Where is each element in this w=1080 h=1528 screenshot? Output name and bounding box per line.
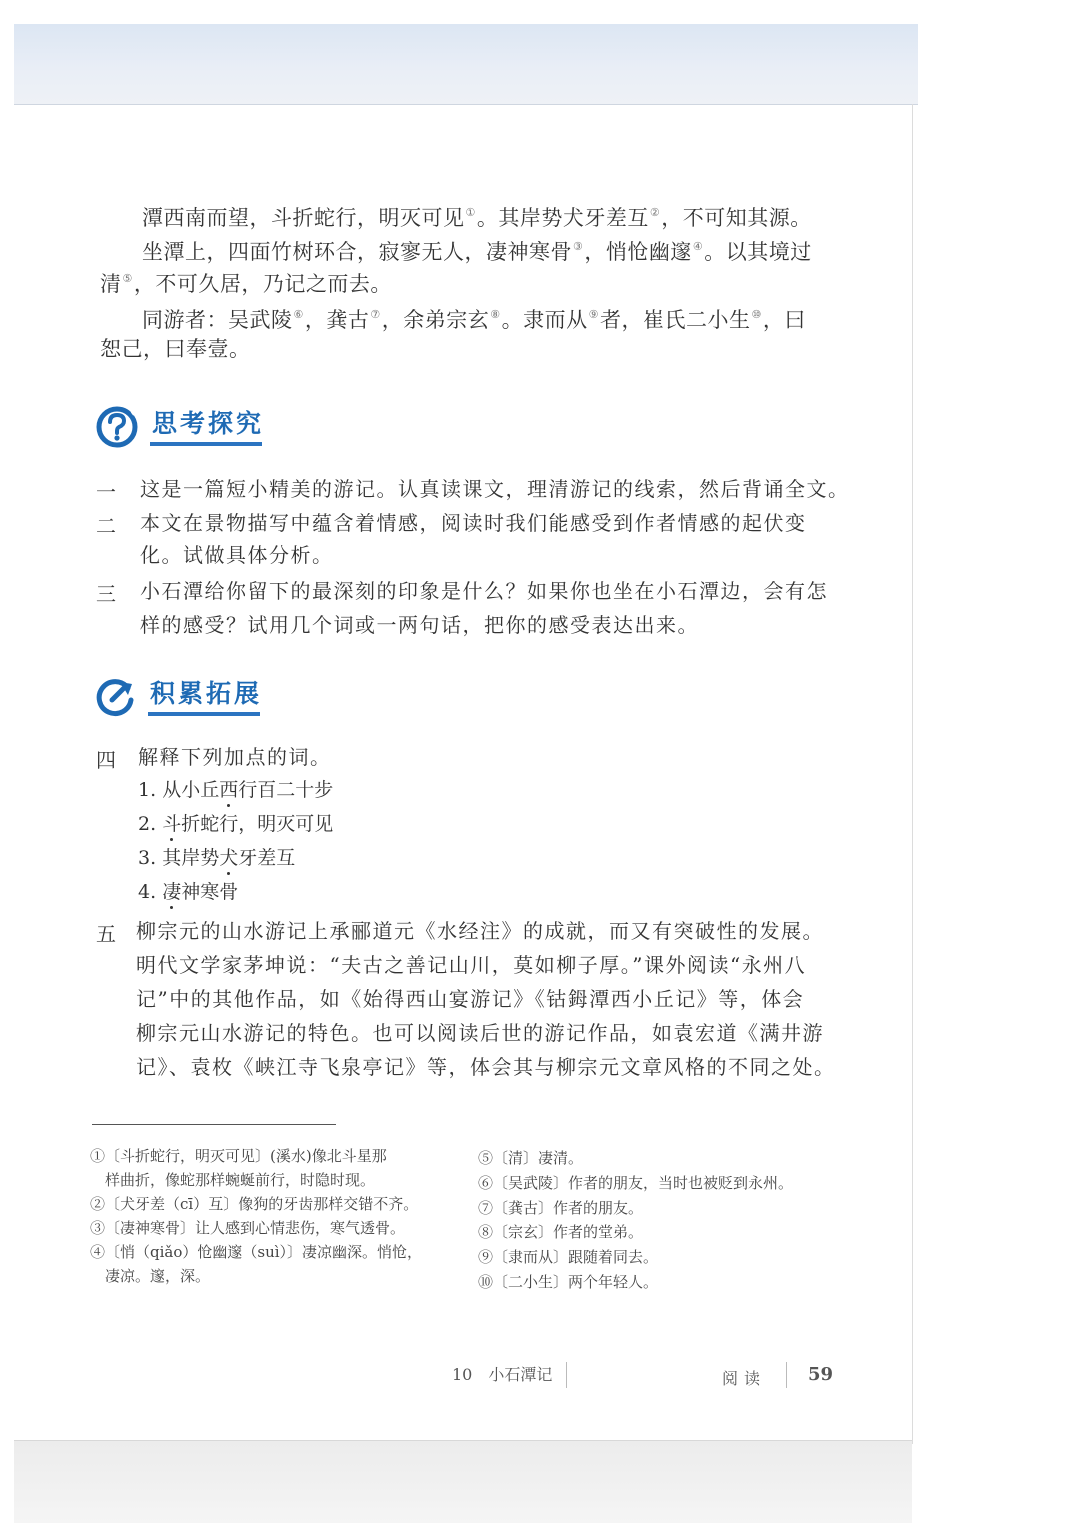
question-text: 记》、袁枚《峡江寺飞泉亭记》等，体会其与柳宗元文章风格的不同之处。 [136, 1055, 836, 1079]
footnote-right: ⑨〔隶而从〕跟随着同去。 [478, 1248, 659, 1266]
text-line: 潭西南而望，斗折蛇行，明灭可见①。其岸势犬牙差互②，不可知其源。 [142, 206, 812, 230]
question-text: 小石潭给你留下的最深刻的印象是什么？如果你也坐在小石潭边，会有怎 [140, 579, 828, 603]
footnote-right: ⑩〔二小生〕两个年轻人。 [478, 1273, 659, 1291]
page-header-band [14, 24, 918, 105]
footer-divider [566, 1362, 567, 1388]
question-text: 这是一篇短小精美的游记。认真读课文，理清游记的线索，然后背诵全文。 [140, 477, 850, 501]
section-title-think: 思考探究 [152, 409, 265, 438]
question-text: 样的感受？试用几个词或一两句话，把你的感受表达出来。 [140, 613, 699, 637]
footnote-left: ②〔犬牙差（cī）互〕像狗的牙齿那样交错不齐。 [90, 1195, 419, 1213]
footnote-right: ⑦〔龚古〕作者的朋友。 [478, 1199, 644, 1217]
question-text: 化。试做具体分析。 [140, 543, 334, 567]
question-text: 记”中的其他作品，如《始得西山宴游记》《钴鉧潭西小丘记》等，体会 [136, 987, 805, 1011]
sub-item: 3. 其岸势犬牙差互 [138, 847, 296, 869]
footer-chapter: 10 小石潭记 [452, 1365, 553, 1384]
question-number: 三 [96, 582, 116, 606]
text-line: 同游者：吴武陵⑥，龚古⑦，余弟宗玄⑧。隶而从⑨者，崔氏二小生⑩，曰 [142, 308, 806, 332]
question-text: 柳宗元山水游记的特色。也可以阅读后世的游记作品，如袁宏道《满井游 [136, 1021, 824, 1045]
sub-item: 1. 从小丘西行百二十步 [138, 779, 334, 801]
page-number: 59 [808, 1364, 834, 1385]
footnote-left: ④〔悄（qiǎo）怆幽邃（suì）〕凄凉幽深。悄怆， [90, 1243, 423, 1261]
footnote-right: ⑥〔吴武陵〕作者的朋友，当时也被贬到永州。 [478, 1174, 794, 1192]
footnote-left: 凄凉。邃，深。 [90, 1267, 211, 1285]
page-edge [912, 104, 913, 1444]
text-line: 坐潭上，四面竹树环合，寂寥无人，凄神寒骨③，悄怆幽邃④。以其境过 [142, 240, 812, 264]
question-number: 二 [96, 514, 116, 538]
footer-divider [786, 1362, 787, 1388]
page-bottom-band [14, 1440, 912, 1523]
text-line: 清⑤，不可久居，乃记之而去。 [100, 272, 392, 296]
section-underline [148, 712, 260, 716]
footnote-right: ⑤〔清〕凄清。 [478, 1149, 584, 1167]
sub-item: 2. 斗折蛇行，明灭可见 [138, 813, 334, 835]
footer-section: 阅读 [722, 1369, 767, 1388]
footnote-divider [92, 1124, 336, 1125]
section-underline [150, 442, 262, 446]
question-text: 解释下列加点的词。 [138, 745, 332, 769]
question-text: 柳宗元的山水游记上承郦道元《水经注》的成就，而又有突破性的发展。 [136, 919, 824, 943]
question-text: 本文在景物描写中蕴含着情感，阅读时我们能感受到作者情感的起伏变 [140, 511, 807, 535]
question-circle-icon [96, 406, 138, 448]
question-number: 五 [96, 922, 116, 946]
footnote-left: ③〔凄神寒骨〕让人感到心情悲伤，寒气透骨。 [90, 1219, 406, 1237]
footnote-left: ①〔斗折蛇行，明灭可见〕(溪水)像北斗星那 [90, 1147, 387, 1165]
question-number: 四 [96, 748, 116, 772]
refresh-arrow-icon [94, 676, 136, 718]
section-title-extend: 积累拓展 [150, 679, 263, 708]
text-line: 恕己，曰奉壹。 [100, 337, 251, 361]
sub-item: 4. 凄神寒骨 [138, 881, 239, 903]
footnote-left: 样曲折，像蛇那样蜿蜒前行，时隐时现。 [90, 1171, 376, 1189]
footnote-right: ⑧〔宗玄〕作者的堂弟。 [478, 1223, 644, 1241]
question-number: 一 [96, 480, 116, 504]
question-text: 明代文学家茅坤说：“夫古之善记山川，莫如柳子厚。”课外阅读“永州八 [136, 953, 807, 977]
